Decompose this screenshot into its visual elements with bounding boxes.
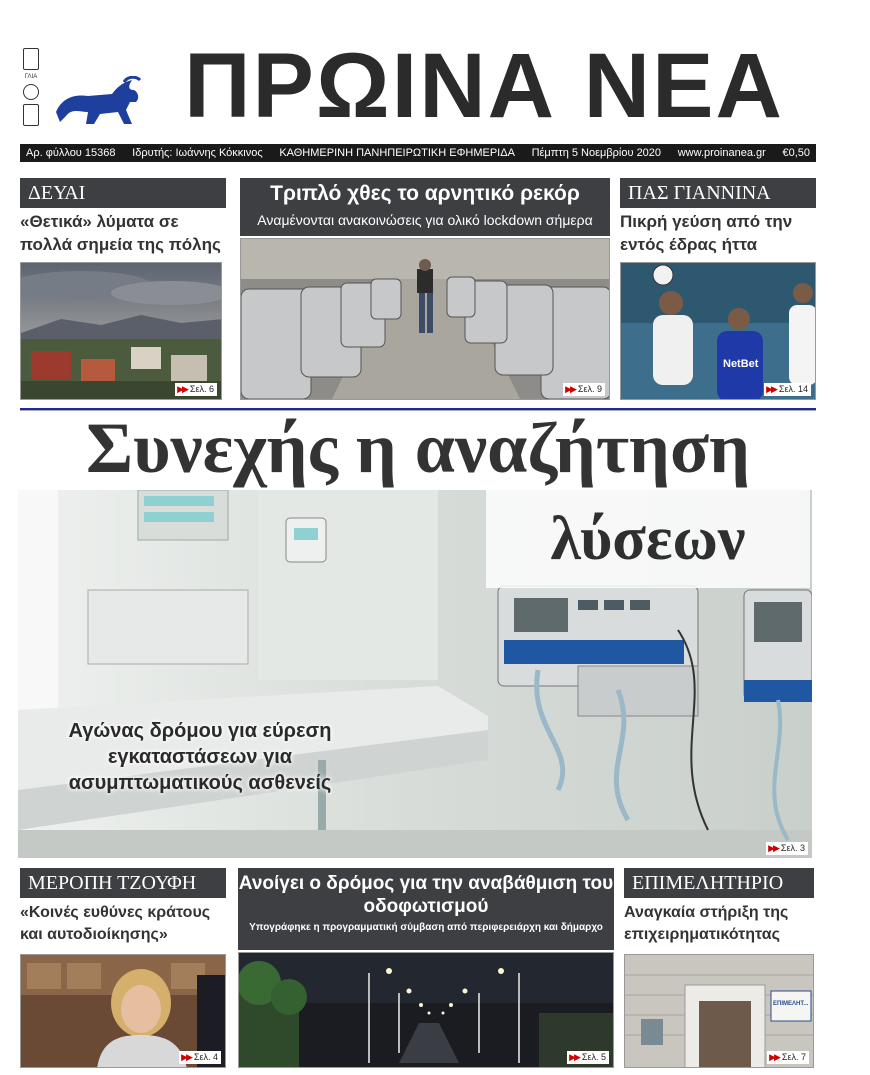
lead-headline-line1[interactable]: Συνεχής η αναζήτηση (86, 408, 750, 488)
newspaper-title: ΠΡΩΙΝΑ ΝΕΑ (184, 35, 784, 137)
city-landscape-image (21, 263, 222, 400)
section-tag-meropi-tzoufi: ΜΕΡΟΠΗ ΤΖΟΥΦΗ (20, 868, 226, 898)
section-tag-deyai: ΔΕΥΑΙ (20, 178, 226, 208)
arrow-right-icon: ▶▶ (181, 1052, 191, 1062)
sponsor-badge-icon (23, 48, 39, 70)
page-reference[interactable]: ▶▶ Σελ. 4 (179, 1051, 221, 1064)
website-link[interactable]: www.proinanea.gr (677, 147, 766, 159)
masthead (18, 28, 818, 140)
founder: Ιδρυτής: Ιωάννης Κόκκινος (132, 147, 263, 159)
price: €0,50 (782, 147, 810, 159)
story-headline-deyai[interactable]: «Θετικά» λύματα σε πολλά σημεία της πόλης (20, 212, 221, 254)
story-headline-chamber[interactable]: Αναγκαία στήριξη της επιχειρηματικότητας (624, 904, 789, 943)
lead-caption: Αγώνας δρόμου για εύρεση εγκαταστάσεων για ασυμπτωματικούς ασθενείς (68, 720, 332, 794)
story-photo-football[interactable] (620, 262, 816, 400)
award-badge-icon (23, 104, 39, 126)
parked-cars-street-image (241, 239, 610, 400)
page-reference[interactable]: ▶▶ Σελ. 3 (766, 842, 808, 855)
lead-headline-line2[interactable]: λύσεων (486, 490, 810, 588)
section-tag-pas-giannina: ΠΑΣ ΓΙΑΝΝΙΝΑ (620, 178, 816, 208)
arrow-right-icon: ▶▶ (768, 843, 778, 853)
story-header-lockdown (240, 178, 610, 236)
seal-icon (23, 84, 39, 100)
story-header-street-lighting (238, 868, 614, 950)
story-headline-meropi-tzoufi[interactable]: «Κοινές ευθύνες κράτους και αυτοδιοίκησης» (20, 904, 211, 943)
section-tag-chamber: ΕΠΙΜΕΛΗΤΗΡΙΟ (624, 868, 814, 898)
arrow-right-icon: ▶▶ (569, 1052, 579, 1062)
building-sign: ΕΠΙΜΕΛΗΤ... (773, 1001, 809, 1007)
page-reference[interactable]: ▶▶ Σελ. 6 (175, 383, 217, 396)
arrow-right-icon: ▶▶ (769, 1052, 779, 1062)
arrow-right-icon: ▶▶ (766, 384, 776, 394)
bull-icon (52, 76, 144, 128)
story-photo-street[interactable] (240, 238, 610, 400)
side-label: ΓΛΙΑ (24, 74, 38, 80)
story-photo-building[interactable] (624, 954, 814, 1068)
football-match-image (621, 263, 816, 400)
info-bar (20, 144, 816, 162)
arrow-right-icon: ▶▶ (565, 384, 575, 394)
jersey-sponsor: NetBet (723, 358, 759, 370)
issue-date: Πέμπτη 5 Νοεμβρίου 2020 (531, 147, 662, 159)
story-photo-street-lights[interactable] (238, 952, 614, 1068)
story-photo-city[interactable] (20, 262, 222, 400)
arrow-right-icon: ▶▶ (177, 384, 187, 394)
story-headline-pas-giannina[interactable]: Πικρή γεύση από την εντός έδρας ήττα (620, 212, 793, 254)
page-reference[interactable]: ▶▶ Σελ. 9 (563, 383, 605, 396)
tagline: ΚΑΘΗΜΕΡΙΝΗ ΠΑΝΗΠΕΙΡΩΤΙΚΗ ΕΦΗΜΕΡΙΔΑ (279, 147, 515, 159)
masthead-side-badges (20, 48, 42, 158)
page-reference[interactable]: ▶▶ Σελ. 5 (567, 1051, 609, 1064)
page-reference[interactable]: ▶▶ Σελ. 7 (767, 1051, 809, 1064)
story-headline-lockdown[interactable]: Τριπλό χθες το αρνητικό ρεκόρ (270, 182, 580, 205)
night-road-image (239, 953, 614, 1068)
story-photo-portrait[interactable] (20, 954, 226, 1068)
story-headline-street-lighting[interactable]: Ανοίγει ο δρόμος για την αναβάθμιση του οδοφωτισμού (238, 873, 614, 917)
issue-number: Αρ. φύλλου 15368 (26, 147, 116, 159)
story-subheadline-street-lighting: Υπογράφηκε η προγραμματική σύμβαση από περιφερειάρχη και δήμαρχο (249, 922, 603, 933)
story-subheadline-lockdown: Αναμένονται ανακοινώσεις για ολικό lockdown σήμερα (257, 212, 593, 228)
page-reference[interactable]: ▶▶ Σελ. 14 (764, 383, 811, 396)
